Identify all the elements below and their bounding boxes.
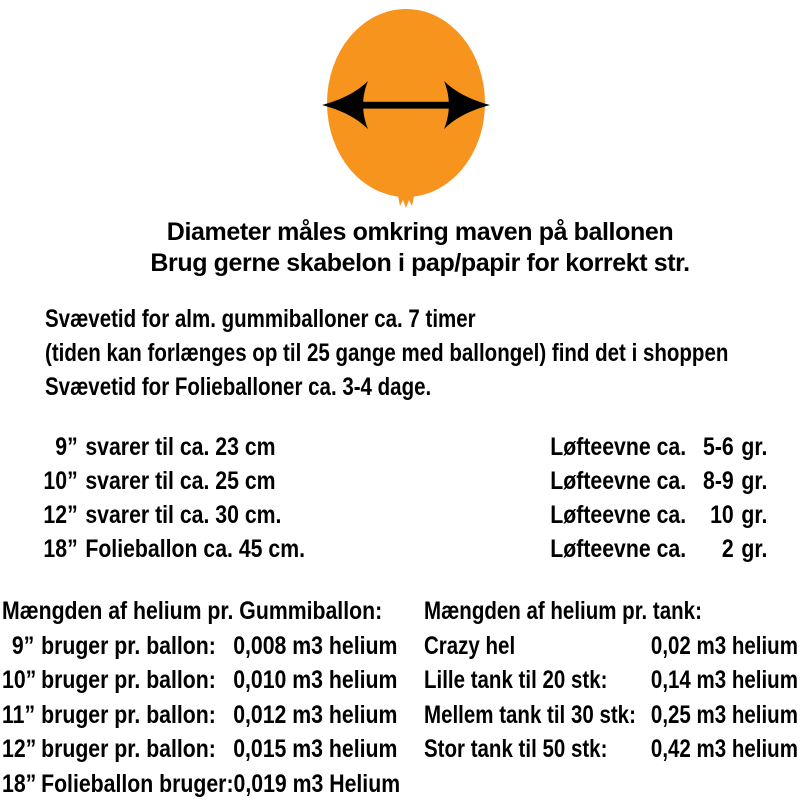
size-value: 10” bbox=[42, 464, 78, 498]
balloon-usage-value: 0,008 m3 helium bbox=[233, 632, 397, 660]
tank-value: 0,14 m3 helium bbox=[651, 663, 798, 698]
lift-value: 2 bbox=[686, 532, 734, 566]
helium-tank-row bbox=[424, 663, 798, 698]
lift-cell bbox=[550, 532, 767, 566]
helium-tank-row bbox=[424, 629, 798, 664]
balloon-usage-label: Folieballon bruger: bbox=[41, 767, 233, 801]
helium-balloon-row bbox=[2, 698, 400, 733]
helium-tank-row bbox=[424, 732, 798, 767]
lift-label: Løfteevne ca. bbox=[550, 467, 686, 495]
float-time-line-1: Svævetid for alm. gummiballoner ca. 7 timer bbox=[45, 302, 728, 336]
size-text: svarer til ca. 25 cm bbox=[85, 467, 275, 495]
helium-per-balloon-table bbox=[2, 594, 400, 801]
balloon-usage-label: bruger pr. ballon: bbox=[41, 663, 233, 698]
size-value: 18” bbox=[42, 532, 78, 566]
tank-label: Crazy hel bbox=[424, 629, 515, 664]
balloon-usage-label: bruger pr. ballon: bbox=[41, 629, 233, 664]
caption-line-2: Brug gerne skabelon i pap/papir for korrekt str. bbox=[20, 248, 800, 279]
size-text: svarer til ca. 23 cm bbox=[85, 433, 275, 461]
balloon-size: 9” bbox=[2, 629, 34, 664]
balloon-size: 18” bbox=[2, 767, 34, 801]
helium-per-tank-table bbox=[424, 594, 798, 767]
lift-value: 10 bbox=[686, 498, 734, 532]
helium-balloon-row bbox=[2, 767, 400, 801]
balloon-diameter-illustration bbox=[318, 5, 494, 219]
helium-tank-title: Mængden af helium pr. tank: bbox=[424, 594, 798, 629]
tank-value: 0,42 m3 helium bbox=[651, 732, 798, 767]
balloon-graphic bbox=[318, 5, 494, 219]
lift-label: Løfteevne ca. bbox=[550, 501, 686, 529]
size-lift-table bbox=[42, 430, 800, 566]
float-time-paragraph bbox=[45, 302, 728, 404]
balloon-size: 10” bbox=[2, 663, 34, 698]
balloon-size: 12” bbox=[2, 732, 34, 767]
tank-label: Mellem tank til 30 stk: bbox=[424, 698, 636, 733]
size-value: 9” bbox=[42, 430, 78, 464]
size-row bbox=[42, 498, 800, 532]
size-row bbox=[42, 532, 800, 566]
balloon-usage-value: 0,015 m3 helium bbox=[233, 735, 397, 763]
size-row bbox=[42, 464, 800, 498]
balloon-usage-label: bruger pr. ballon: bbox=[41, 732, 233, 767]
balloon-usage-value: 0,010 m3 helium bbox=[233, 666, 397, 694]
lift-unit: gr. bbox=[741, 467, 767, 495]
helium-tank-row bbox=[424, 698, 798, 733]
tank-label: Stor tank til 50 stk: bbox=[424, 732, 607, 767]
size-value: 12” bbox=[42, 498, 78, 532]
lift-value: 8-9 bbox=[686, 464, 734, 498]
lift-unit: gr. bbox=[741, 433, 767, 461]
balloon-usage-value: 0,019 m3 Helium bbox=[234, 770, 401, 798]
balloon-knot bbox=[397, 191, 415, 208]
tank-value: 0,02 m3 helium bbox=[651, 629, 798, 664]
helium-balloon-title: Mængden af helium pr. Gummiballon: bbox=[2, 594, 400, 629]
lift-label: Løfteevne ca. bbox=[550, 433, 686, 461]
lift-cell bbox=[550, 498, 767, 532]
lift-value: 5-6 bbox=[686, 430, 734, 464]
lift-cell bbox=[550, 464, 767, 498]
size-text: svarer til ca. 30 cm. bbox=[85, 501, 281, 529]
helium-balloon-row bbox=[2, 732, 400, 767]
float-time-line-2: (tiden kan forlænges op til 25 gange med ballongel) find det i shoppen bbox=[45, 336, 728, 370]
tank-label: Lille tank til 20 stk: bbox=[424, 663, 607, 698]
size-row bbox=[42, 430, 800, 464]
balloon-usage-label: bruger pr. ballon: bbox=[41, 698, 233, 733]
balloon-usage-value: 0,012 m3 helium bbox=[233, 701, 397, 729]
helium-balloon-row bbox=[2, 663, 400, 698]
diameter-caption bbox=[20, 217, 800, 279]
lift-unit: gr. bbox=[741, 501, 767, 529]
balloon-size: 11” bbox=[2, 698, 34, 733]
lift-label: Løfteevne ca. bbox=[550, 535, 686, 563]
float-time-line-3: Svævetid for Folieballoner ca. 3-4 dage. bbox=[45, 370, 728, 404]
size-text: Folieballon ca. 45 cm. bbox=[85, 535, 305, 563]
tank-value: 0,25 m3 helium bbox=[651, 698, 798, 733]
caption-line-1: Diameter måles omkring maven på ballonen bbox=[20, 217, 800, 248]
lift-unit: gr. bbox=[741, 535, 767, 563]
helium-balloon-row bbox=[2, 629, 400, 664]
lift-cell bbox=[550, 430, 767, 464]
